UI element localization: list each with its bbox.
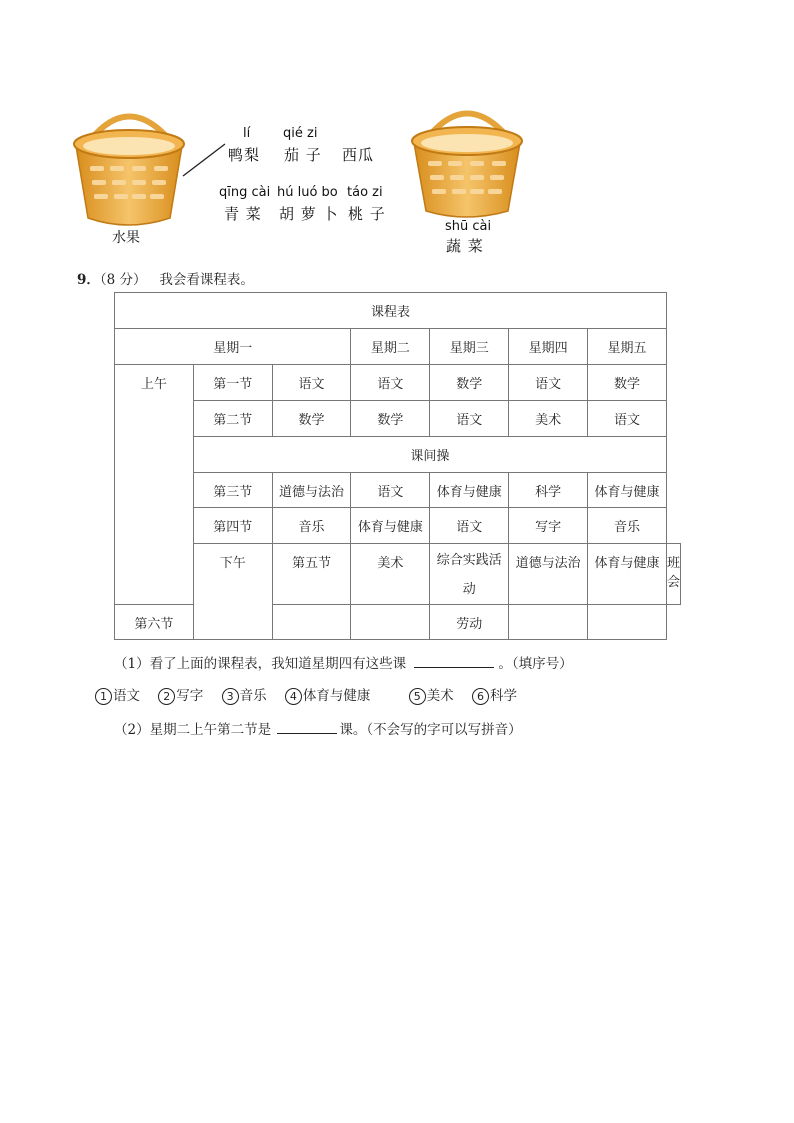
table-cell: 数学	[351, 401, 430, 437]
word-hanzi: 鸭梨	[228, 146, 261, 164]
schedule-title: 课程表	[115, 293, 667, 329]
table-cell: 班会	[666, 544, 680, 605]
subquestion-1-suffix: 。（填序号）	[498, 656, 573, 672]
period-label: 第四节	[193, 508, 272, 544]
table-cell: 数学	[272, 401, 351, 437]
word-pinyin: hú luó bo	[277, 185, 338, 200]
option-item	[409, 684, 454, 705]
table-cell: 美术	[351, 544, 430, 605]
table-cell	[588, 605, 667, 640]
option-number: 1	[95, 688, 112, 705]
option-label: 体育与健康	[302, 688, 371, 704]
question-points: （8 分）	[99, 272, 147, 288]
word-hanzi: 茄 子	[284, 146, 322, 164]
connector-line	[180, 140, 230, 180]
break-row: 课间操	[193, 437, 666, 473]
option-item	[158, 684, 203, 705]
table-cell: 语文	[351, 365, 430, 401]
table-cell	[509, 605, 588, 640]
word-hanzi: 青 菜	[224, 205, 262, 223]
table-cell: 语文	[272, 365, 351, 401]
schedule-table	[114, 292, 681, 640]
period-label: 第二节	[193, 401, 272, 437]
subquestion-1-prefix: （1）看了上面的课程表，我知道星期四有这些课	[114, 656, 407, 672]
option-item	[95, 684, 140, 705]
table-cell	[272, 605, 351, 640]
table-cell: 语文	[588, 401, 667, 437]
table-cell: 语文	[430, 508, 509, 544]
vegetable-basket-pinyin: shū cài	[445, 219, 492, 234]
answer-blank-1[interactable]	[414, 654, 494, 668]
word-hanzi: 西瓜	[342, 146, 375, 164]
table-cell: 数学	[588, 365, 667, 401]
option-label: 写字	[176, 688, 204, 704]
word-pinyin: qié zi	[283, 126, 318, 141]
option-number: 4	[285, 688, 302, 705]
option-label: 美术	[426, 688, 454, 704]
table-cell: 写字	[509, 508, 588, 544]
question-prompt: 我会看课程表。	[159, 272, 254, 288]
period-label: 第三节	[193, 473, 272, 508]
question-header	[77, 268, 254, 288]
day-header: 星期一	[115, 329, 351, 365]
option-item	[285, 684, 371, 705]
option-label: 科学	[489, 688, 517, 704]
fruit-basket-label: 水果	[112, 230, 140, 246]
day-header: 星期四	[509, 329, 588, 365]
period-label: 第一节	[193, 365, 272, 401]
option-item	[472, 684, 517, 705]
table-cell: 道德与法治	[272, 473, 351, 508]
subquestion-1	[114, 652, 573, 672]
word-hanzi: 胡 萝 卜	[279, 205, 339, 223]
period-label: 第六节	[115, 605, 194, 640]
table-cell: 数学	[430, 365, 509, 401]
fruit-basket-image	[66, 108, 190, 232]
options-list	[95, 684, 531, 705]
vegetable-basket-label: 蔬 菜	[446, 237, 484, 255]
day-header: 星期三	[430, 329, 509, 365]
option-label: 语文	[113, 688, 140, 704]
table-cell	[351, 605, 430, 640]
word-hanzi: 桃 子	[348, 205, 386, 223]
subquestion-2-suffix: 课。（不会写的字可以写拼音）	[339, 722, 522, 738]
question-number: 9．	[77, 272, 100, 288]
table-cell: 音乐	[588, 508, 667, 544]
option-number: 3	[222, 688, 239, 705]
session-afternoon: 下午	[193, 544, 272, 640]
day-header: 星期五	[588, 329, 667, 365]
table-cell: 体育与健康	[351, 508, 430, 544]
period-label: 第五节	[272, 544, 351, 605]
answer-blank-2[interactable]	[277, 720, 337, 734]
table-cell: 体育与健康	[588, 473, 667, 508]
table-cell: 语文	[430, 401, 509, 437]
table-cell: 体育与健康	[430, 473, 509, 508]
option-item	[222, 684, 267, 705]
word-pinyin: lí	[243, 126, 251, 141]
day-header: 星期二	[351, 329, 430, 365]
table-cell: 综合实践活动	[430, 544, 509, 605]
subquestion-2-prefix: （2）星期二上午第二节是	[114, 722, 272, 738]
table-cell: 科学	[509, 473, 588, 508]
option-number: 6	[472, 688, 489, 705]
table-cell: 语文	[351, 473, 430, 508]
option-number: 5	[409, 688, 426, 705]
subquestion-2	[114, 718, 522, 738]
word-pinyin: qīng cài	[219, 185, 271, 200]
vegetable-basket-image	[404, 105, 528, 223]
session-morning: 上午	[115, 365, 194, 605]
table-cell: 体育与健康	[588, 544, 667, 605]
option-number: 2	[158, 688, 175, 705]
table-cell: 语文	[509, 365, 588, 401]
table-cell: 道德与法治	[509, 544, 588, 605]
option-label: 音乐	[239, 688, 267, 704]
table-cell: 劳动	[430, 605, 509, 640]
table-cell: 音乐	[272, 508, 351, 544]
word-pinyin: táo zi	[347, 185, 383, 200]
table-cell: 美术	[509, 401, 588, 437]
